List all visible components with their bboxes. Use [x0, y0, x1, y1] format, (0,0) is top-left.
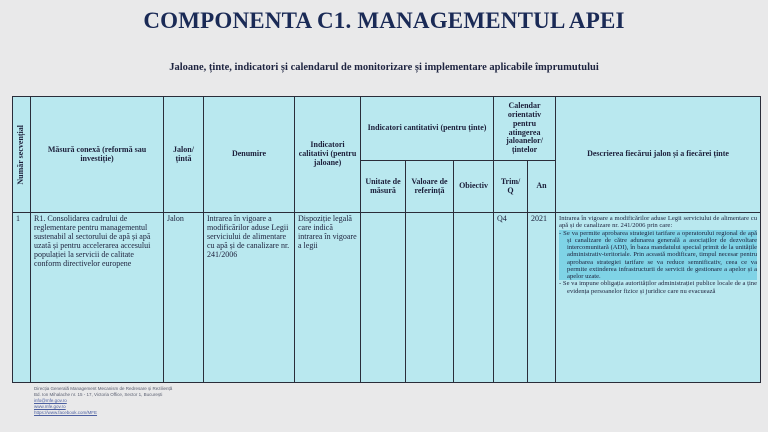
header-referinta: Valoare de referință [406, 161, 454, 213]
header-unitate: Unitate de măsură [361, 161, 406, 213]
descriere-bullet-1-text: Se va permite aprobarea strategiei tarifare a operatorului regional de apă și canalizare de către adunarea generală a asociaților de dezvoltare intercomunitară (ADI), în baza mandatului special primit de la unitățile administrativ-teritoriale. Prin această modificare, timpul necesar pentru aprobarea strategiei tarifare se va reduce semnificativ, ceea ce va permite extinderea infrastructurii de servicii de gestionare a apelor și a apelor uzate. [563, 229, 758, 280]
footer-line-2: Bd. Ion Mihalache nr. 15 - 17, Victoria Office, Sector 1, București [34, 392, 163, 398]
header-trim: Trim/ Q [494, 161, 528, 213]
header-nr [13, 97, 31, 213]
document-title: COMPONENTA C1. MANAGEMENTUL APEI [143, 8, 625, 33]
cell-referinta [406, 213, 454, 383]
footer-line-1: Direcția Generală Management Mecanism de Redresare și Reziliență [34, 386, 173, 391]
header-calendar: Calendar orientativ pentru atingerea jaloanelor/ țintelor [494, 97, 556, 161]
table-row [13, 213, 761, 383]
cell-calitativi: Dispoziție legală care indică intrarea în vigoare a legii [295, 213, 361, 383]
descriere-bullet-2: - Se va impune obligația autorităților administrației publice locale de a ține evidența persoanelor fizice și juridice care nu evacuează [559, 280, 757, 295]
header-masura: Măsură conexă (reformă sau investiție) [31, 97, 164, 213]
header-nr-label: Număr secvențial [16, 124, 26, 185]
header-cantitativi: Indicatori cantitativi (pentru ținte) [361, 97, 494, 161]
document-subtitle: Jaloane, ținte, indicatori și calendarul de monitorizare și implementare aplicabile împrumutului [169, 62, 599, 73]
cell-masura: R1. Consolidarea cadrului de reglementare pentru managementul sustenabil al sectorului de apă și apă uzată și pentru accelerarea accesului populației la servicii de calitate conform directivelor europene [31, 213, 164, 383]
cell-trim: Q4 [494, 213, 528, 383]
cell-obiectiv [454, 213, 494, 383]
footer-email-link[interactable]: info@mfe.gov.ro [34, 398, 67, 404]
descriere-bullet-1: - Se va permite aprobarea strategiei tarifare a operatorului regional de apă și canalizare de către adunarea generală a asociaților de dezvoltare intercomunitară (ADI), în baza mandatului special primit de la unitățile administrativ-teritoriale. Prin această modificare, timpul necesar pentru aprobarea strategiei tarifare se va reduce semnificativ, ceea ce va permite extinderea infrastructurii de servicii de gestionare a apelor și a apelor uzate. [559, 229, 758, 280]
descriere-bullet-2-text: Se va impune obligația autorităților administrației publice locale de a ține evidența persoanelor fizice și juridice care nu evacuează [562, 280, 757, 295]
descriere-intro: Intrarea în vigoare a modificărilor aduse Legii serviciului de alimentare cu apă și de canalizare nr. 241/2006 prin care: [559, 215, 758, 230]
footer [34, 386, 172, 416]
milestones-table [12, 96, 761, 383]
footer-website-link[interactable]: www.mfe.gov.ro [34, 404, 66, 410]
header-obiectiv: Obiectiv [454, 161, 494, 213]
cell-an: 2021 [528, 213, 556, 383]
header-denumire: Denumire [204, 97, 295, 213]
cell-jalon: Jalon [164, 213, 204, 383]
header-jalon: Jalon/ țintă [164, 97, 204, 213]
header-an: An [528, 161, 556, 213]
cell-unitate [361, 213, 406, 383]
cell-denumire: Intrarea în vigoare a modificărilor aduse Legii serviciului de alimentare cu apă și de canalizare nr. 241/2006 [204, 213, 295, 383]
header-calitativi: Indicatori calitativi (pentru jaloane) [295, 97, 361, 213]
header-descriere: Descrierea fiecărui jalon și a fiecărei ținte [556, 97, 761, 213]
footer-facebook-link[interactable]: https://www.facebook.com/MFE [34, 410, 98, 416]
cell-descriere [556, 213, 761, 383]
cell-nr: 1 [13, 213, 31, 383]
